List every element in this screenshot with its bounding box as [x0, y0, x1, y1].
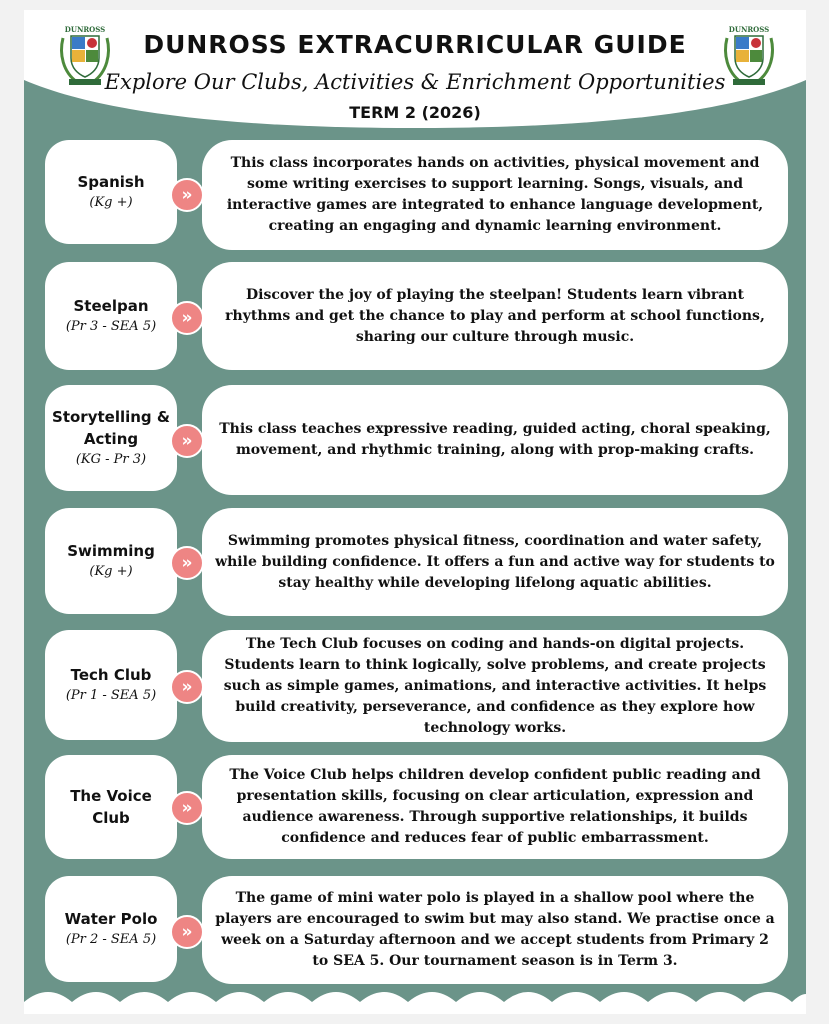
- club-description: This class incorporates hands on activities, physical movement and some writing exercises to support learning. Songs, visuals, and interactive games are integrated to enhance language development, creating an engaging and dynamic learning environment.: [226, 155, 764, 234]
- club-label-box: [45, 262, 177, 370]
- club-description-box: [202, 140, 788, 250]
- club-age-range: (Pr 1 - SEA 5): [65, 688, 157, 703]
- club-description: The game of mini water polo is played in a shallow pool where the players are encouraged to swim but may also stand. We practise once a week on a Saturday afternoon and we accept students from Primary 2 to SEA 5. Our tournament season is in Term 3.: [215, 890, 775, 969]
- chevron-right-icon: »: [170, 546, 204, 580]
- club-description-box: [202, 385, 788, 495]
- club-description: The Voice Club helps children develop confident public reading and presentation skills, focusing on clear articulation, expression and audience awareness. Through supportive relationships, it builds confidence and reduces fear of public embarrassment.: [229, 767, 761, 846]
- club-label-box: [45, 140, 177, 244]
- guide-page: [24, 10, 806, 1014]
- club-age-range: (Pr 2 - SEA 5): [65, 932, 157, 947]
- club-label-box: [45, 385, 177, 491]
- crest-text: DUNROSS: [64, 25, 106, 34]
- club-age-range: (Pr 3 - SEA 5): [65, 319, 157, 334]
- club-age-range: (KG - Pr 3): [75, 452, 147, 467]
- club-description: The Tech Club focuses on coding and hands-on digital projects. Students learn to think logically, solve problems, and create projects such as simple games, animations, and interactive activities. It helps build creativity, perseverance, and confidence as they explore how technology works.: [223, 635, 767, 736]
- chevron-right-icon: »: [170, 424, 204, 458]
- footer-waves: [24, 982, 806, 1014]
- club-description: Discover the joy of playing the steelpan! Students learn vibrant rhythms and get the chance to play and perform at school functions, sharing our culture through music.: [225, 286, 765, 345]
- club-label-box: [45, 755, 177, 859]
- club-age-range: (Kg +): [89, 195, 133, 210]
- club-name: Water Polo: [64, 910, 158, 928]
- club-description: This class teaches expressive reading, guided acting, choral speaking, movement, and rhythmic training, along with prop-making crafts.: [219, 421, 771, 458]
- club-name: Steelpan: [73, 297, 149, 315]
- club-description: Swimming promotes physical fitness, coordination and water safety, while building confidence. It offers a fun and active way for students to stay healthy while developing lifelong aquatic abilities.: [215, 532, 775, 591]
- club-name: Storytelling & Acting: [52, 408, 170, 448]
- club-name: Spanish: [77, 173, 145, 191]
- term-label: TERM 2 (2026): [349, 103, 481, 122]
- club-name: Tech Club: [70, 666, 152, 684]
- club-name: The Voice Club: [70, 787, 152, 827]
- club-name: Swimming: [67, 542, 155, 560]
- club-description-box: [202, 630, 788, 742]
- chevron-right-icon: »: [170, 301, 204, 335]
- crest-text: DUNROSS: [728, 25, 770, 34]
- club-description-box: [202, 262, 788, 370]
- chevron-right-icon: »: [170, 915, 204, 949]
- club-description-box: [202, 508, 788, 616]
- chevron-right-icon: »: [170, 791, 204, 825]
- chevron-right-icon: »: [170, 178, 204, 212]
- club-label-box: [45, 876, 177, 982]
- club-age-range: (Kg +): [89, 564, 133, 579]
- club-label-box: [45, 508, 177, 614]
- page-title: DUNROSS EXTRACURRICULAR GUIDE: [143, 30, 687, 59]
- page-subtitle: Explore Our Clubs, Activities & Enrichment Opportunities: [104, 70, 726, 94]
- club-description-box: [202, 876, 788, 984]
- club-label-box: [45, 630, 177, 740]
- club-description-box: [202, 755, 788, 859]
- chevron-right-icon: »: [170, 670, 204, 704]
